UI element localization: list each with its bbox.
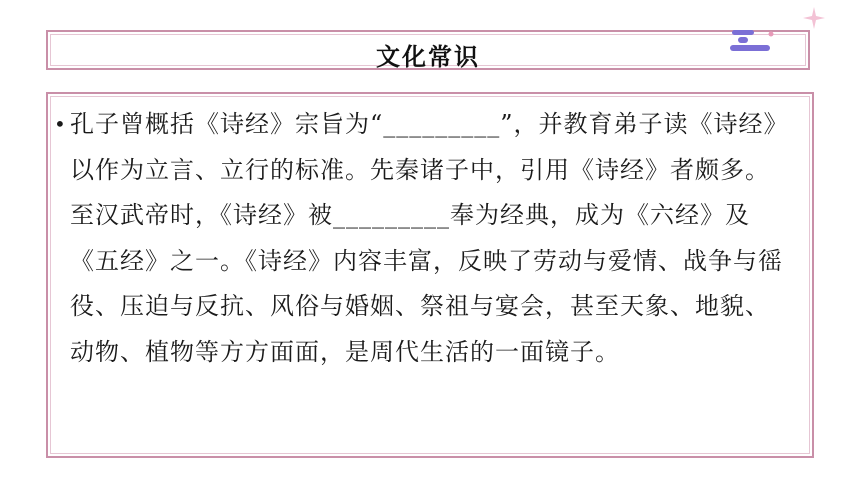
- paragraph-text: 孔子曾概括《诗经》宗旨为“_________”，并教育弟子读《诗经》以作为立言、立行的标准。先秦诸子中，引用《诗经》者颇多。至汉武帝时，《诗经》被_________奉为经典，成为《六经》及《五经》之一。《诗经》内容丰富，反映了劳动与爱情、战争与徭役、压迫与反抗、风俗与婚姻、祭祖与宴会，甚至天象、地貌、动物、植物等方方面面，是周代生活的一面镜子。: [70, 110, 783, 366]
- page-title: 文化常识: [376, 42, 480, 71]
- bullet-marker: •: [54, 112, 67, 136]
- sparkle-icon: [803, 7, 825, 29]
- decorative-logo-icon: [728, 28, 778, 54]
- title-box: [46, 30, 810, 70]
- content-box: [46, 92, 814, 458]
- body-paragraph: [54, 102, 788, 375]
